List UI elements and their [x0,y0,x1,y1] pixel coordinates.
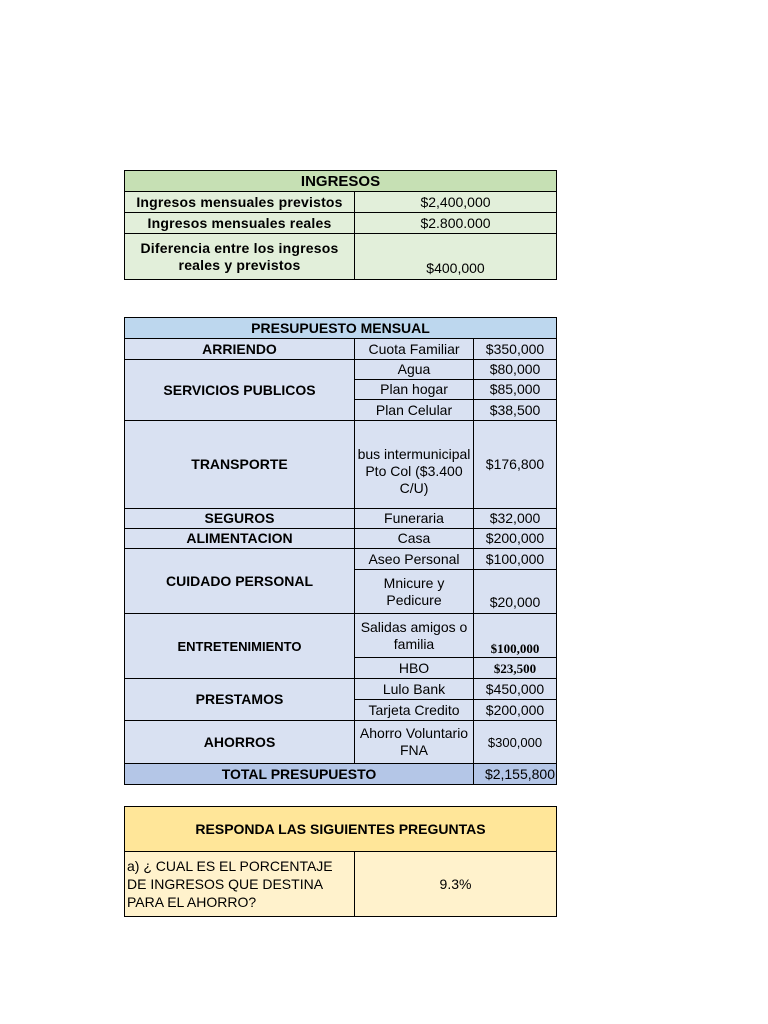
concept-aseo: Aseo Personal [355,549,474,570]
total-presupuesto-value: $2,155,800 [474,764,557,785]
presupuesto-title: PRESUPUESTO MENSUAL [125,318,557,339]
ingresos-reales-label: Ingresos mensuales reales [125,213,355,234]
concept-casa: Casa [355,529,474,549]
value-lulo-bank: $450,000 [474,679,557,700]
concept-cuota-familiar: Cuota Familiar [355,339,474,360]
value-agua: $80,000 [474,360,557,380]
value-funeraria: $32,000 [474,509,557,529]
category-alimentacion: ALIMENTACION [125,529,355,549]
ingresos-diferencia-label: Diferencia entre los ingresos reales y previstos [125,234,355,280]
concept-hbo: HBO [355,658,474,679]
value-bus: $176,800 [474,421,557,509]
concept-salidas: Salidas amigos o familia [355,614,474,658]
category-servicios-publicos: SERVICIOS PUBLICOS [125,360,355,421]
category-entretenimiento: ENTRETENIMIENTO [125,614,355,679]
concept-manicure: Mnicure y Pedicure [355,570,474,614]
value-ahorro-fna: $300,000 [474,721,557,764]
value-salidas: $100,000 [474,614,557,658]
value-tarjeta-credito: $200,000 [474,700,557,721]
value-hbo: $23,500 [474,658,557,679]
total-presupuesto-label: TOTAL PRESUPUESTO [125,764,474,785]
category-transporte: TRANSPORTE [125,421,355,509]
concept-ahorro-fna: Ahorro Voluntario FNA [355,721,474,764]
ingresos-table [124,170,557,280]
value-aseo: $100,000 [474,549,557,570]
concept-agua: Agua [355,360,474,380]
ingresos-reales-value: $2.800.000 [355,213,557,234]
ingresos-title: INGRESOS [125,171,557,192]
value-casa: $200,000 [474,529,557,549]
value-manicure: $20,000 [474,570,557,614]
concept-funeraria: Funeraria [355,509,474,529]
category-prestamos: PRESTAMOS [125,679,355,721]
concept-plan-celular: Plan Celular [355,400,474,421]
category-ahorros: AHORROS [125,721,355,764]
concept-bus: bus intermunicipal Pto Col ($3.400 C/U) [355,421,474,509]
category-seguros: SEGUROS [125,509,355,529]
concept-plan-hogar: Plan hogar [355,380,474,400]
ingresos-previstos-value: $2,400,000 [355,192,557,213]
concept-tarjeta-credito: Tarjeta Credito [355,700,474,721]
question-ahorro: a) ¿ CUAL ES EL PORCENTAJE DE INGRESOS QUE DESTINA PARA EL AHORRO? [125,852,355,917]
ingresos-previstos-label: Ingresos mensuales previstos [125,192,355,213]
value-plan-hogar: $85,000 [474,380,557,400]
category-cuidado-personal: CUIDADO PERSONAL [125,549,355,614]
preguntas-title: RESPONDA LAS SIGUIENTES PREGUNTAS [125,807,557,852]
presupuesto-table [124,317,557,785]
ingresos-diferencia-value: $400,000 [355,234,557,280]
value-plan-celular: $38,500 [474,400,557,421]
category-arriendo: ARRIENDO [125,339,355,360]
concept-lulo-bank: Lulo Bank [355,679,474,700]
value-cuota-familiar: $350,000 [474,339,557,360]
preguntas-table [124,806,557,917]
answer-ahorro: 9.3% [355,852,557,917]
